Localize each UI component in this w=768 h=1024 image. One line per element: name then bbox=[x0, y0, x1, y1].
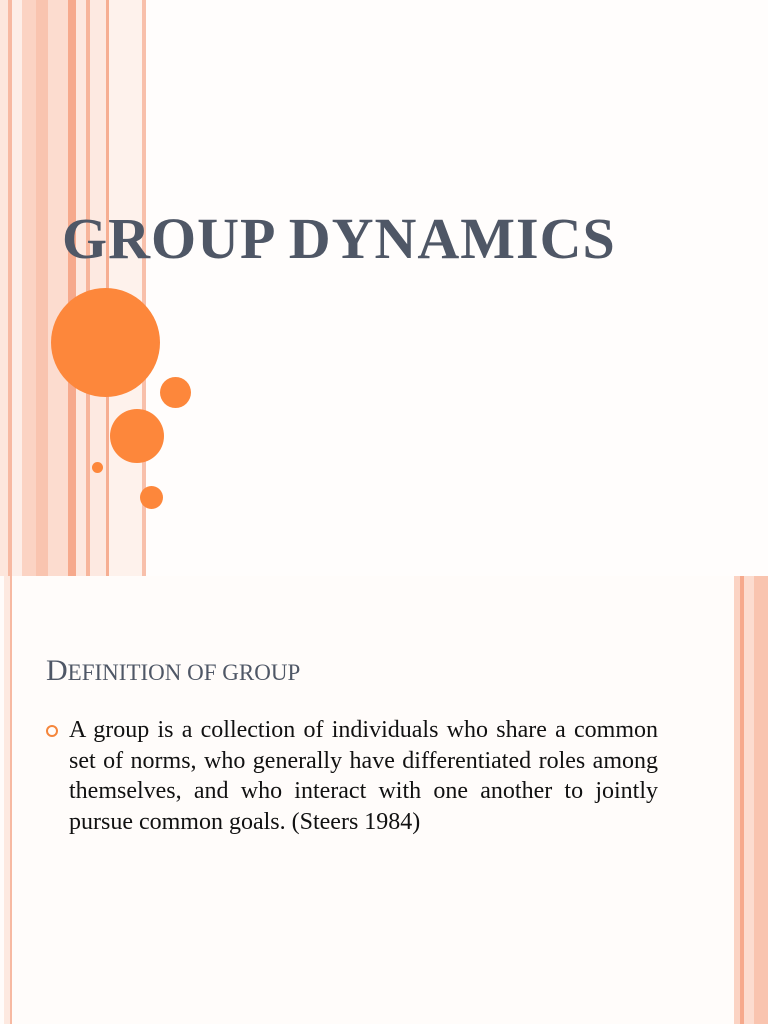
heading-rest: EFINITION OF GROUP bbox=[67, 660, 301, 685]
bullet-item bbox=[46, 715, 658, 837]
decorative-circle-medium bbox=[110, 409, 164, 463]
decorative-stripe bbox=[76, 0, 86, 576]
decorative-stripe bbox=[48, 0, 68, 576]
decorative-stripe bbox=[10, 576, 12, 1024]
decorative-stripe bbox=[0, 0, 8, 576]
slide-heading bbox=[46, 654, 300, 688]
decorative-circle-small bbox=[160, 377, 191, 408]
heading-initial: D bbox=[46, 654, 68, 687]
decorative-stripe bbox=[22, 0, 36, 576]
bullet-list bbox=[46, 715, 658, 837]
slide-title: GROUP DYNAMICS bbox=[62, 206, 616, 271]
bullet-circle-icon bbox=[46, 725, 58, 737]
decorative-stripe bbox=[68, 0, 76, 576]
decorative-stripe bbox=[744, 576, 754, 1024]
decorative-stripe bbox=[36, 0, 48, 576]
bullet-text: A group is a collection of individuals who share a common set of norms, who generally have differentiated roles among themselves, and who interact with one another to jointly pursue common goals. (Steers 1984) bbox=[69, 717, 658, 835]
decorative-circle-tiny bbox=[92, 462, 103, 473]
decorative-stripe bbox=[754, 576, 768, 1024]
decorative-circle-small bbox=[140, 486, 163, 509]
decorative-stripe bbox=[12, 0, 22, 576]
decorative-circle-large bbox=[51, 288, 160, 397]
